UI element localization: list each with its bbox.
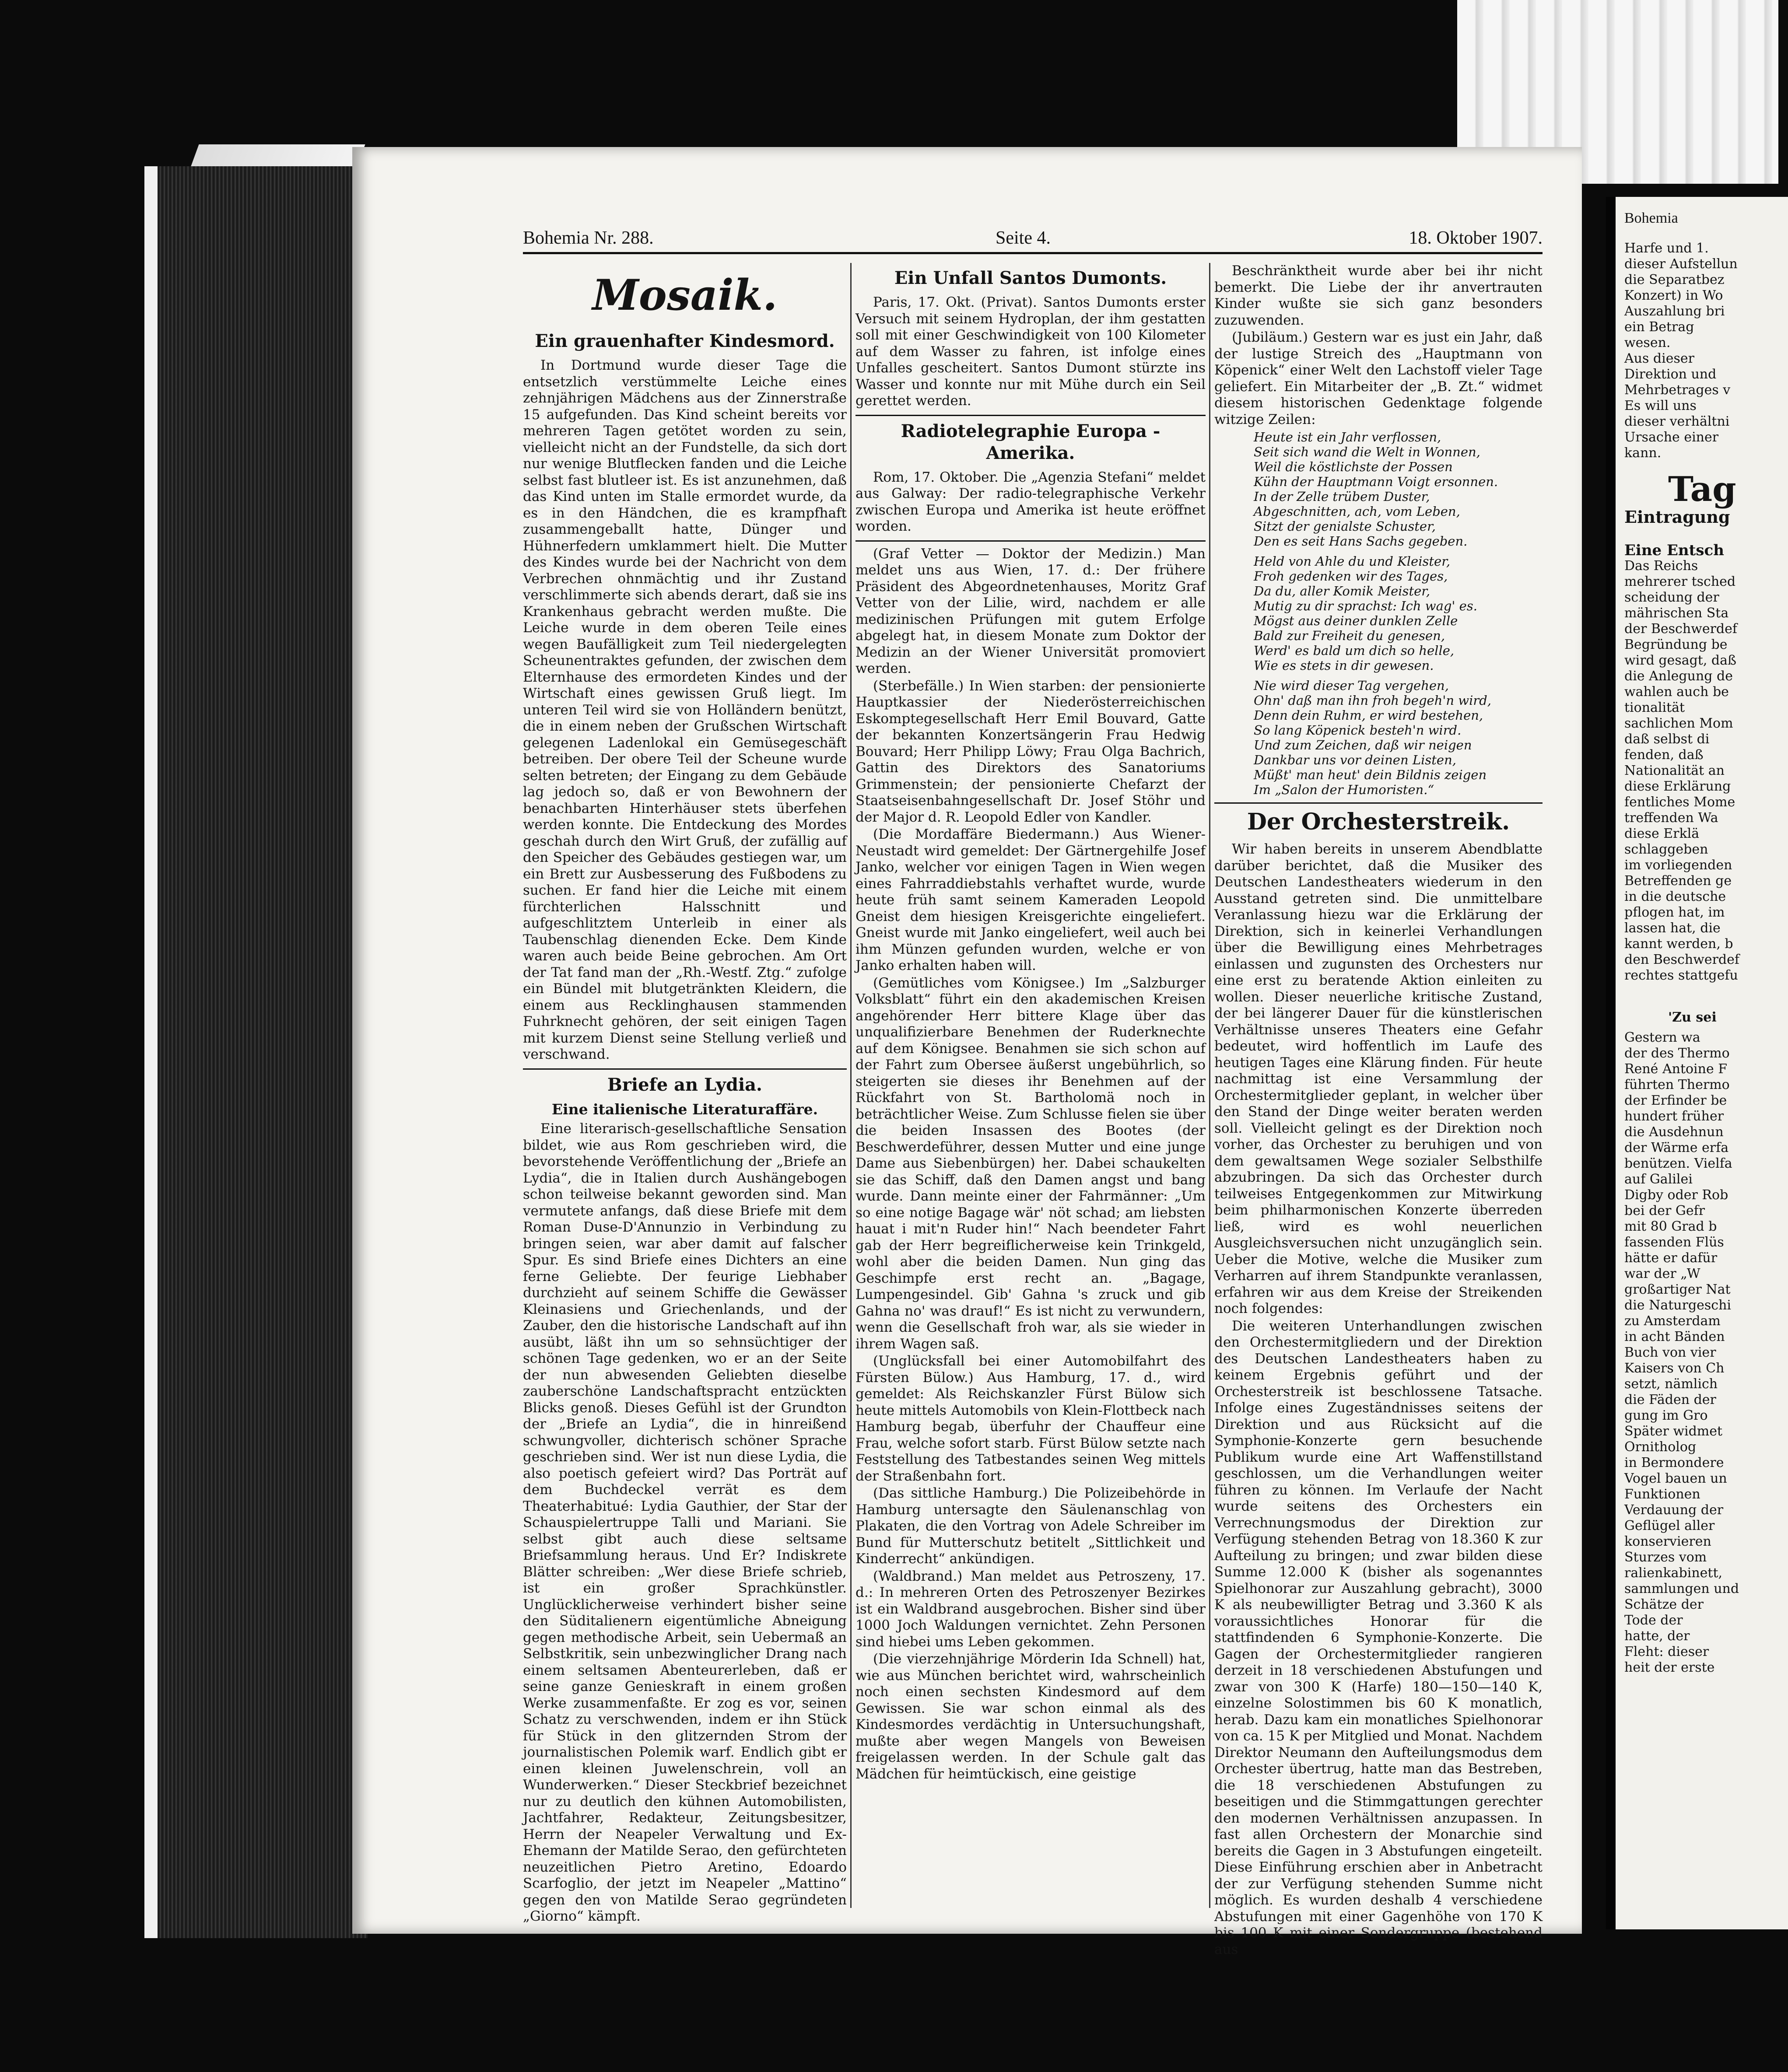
text-line: der Erfinder be	[1624, 1093, 1727, 1108]
text-line: Konzert) in Wo	[1624, 288, 1723, 303]
poem-line: So lang Köpenick besteh'n wird.	[1254, 723, 1462, 738]
text-line: war der „W	[1624, 1266, 1700, 1281]
text-line: mit 80 Grad b	[1624, 1219, 1717, 1234]
poem-line: In der Zelle trübem Duster,	[1254, 489, 1430, 504]
poem-line: Den es seit Hans Sachs gegeben.	[1254, 534, 1468, 549]
text-line: Gestern wa	[1624, 1030, 1700, 1045]
column-1	[523, 263, 847, 1924]
text-line: zu Amsterdam	[1624, 1313, 1721, 1329]
text-line: fentliches Mome	[1624, 794, 1735, 810]
text-line: fenden, daß	[1624, 747, 1704, 763]
text-line: in Bermondere	[1624, 1455, 1724, 1470]
text-line: der Beschwerdef	[1624, 621, 1737, 637]
facing-page-text	[1624, 241, 1782, 1676]
poem-line: Dankbar uns vor deinen Listen,	[1254, 752, 1456, 767]
text-line: hätte er dafür	[1624, 1250, 1718, 1266]
divider	[523, 1068, 847, 1070]
poem-line: Wie es stets in dir gewesen.	[1254, 658, 1434, 673]
text-line: scheidung der	[1624, 590, 1719, 605]
news-item: (Gemütliches vom Königsee.) Im „Salzburger Volksblatt“ führt ein den akademischen Kreisen angehörender Herr bittere Klage über das unqualifizierbare Benehmen der Ruderknechte auf dem Königsee. Benahmen sie sich schon auf der Fahrt zum Obersee äußerst ungebührlich, so steigerten sie dieses ihr Benehmen auf der Rückfahrt von St. Bartholomä noch in beträchtlicher Weise. Zum Schlusse fielen sie über die beiden Insassen des Bootes (der Beschwerdeführer, dessen Mutter und eine junge Dame aus Siebenbürgen) her. Dabei schaukelten sie das Schiff, daß den Damen angst und bang wurde. Dann meinte einer der Fahrmänner: „Um so eine notige Bagage wär' nöt schad; am liebsten hauat i mit'n Ruder hin!“ Nach beendeter Fahrt gab der Herr begreiflicherweise kein Trinkgeld, wohl aber die beiden Damen. Nun ging das Geschimpfe erst recht an. „Bagage, Lumpengesindel. Gib' Gahna 's zruck und gib Gahna no' was drauf!“ Es ist nicht zu verwundern, wenn die Gesellschaft froh war, als sie wieder in ihrem Wagen saß.	[855, 975, 1206, 1352]
article-body: Die weiteren Unterhandlungen zwischen den Orchestermitgliedern und der Direktion des Deutschen Landestheaters haben zu keinem Ergebnis geführt und der Orchesterstreik ist beschlossene Tatsache. Infolge eines Zugeständnisses seitens der Direktion und aus Rücksicht auf die Symphonie-Konzerte gern besuchende Publikum wurde eine Art Waffenstillstand geschlossen, um die Verhandlungen weiter führen zu können. Im Verlaufe der Nacht wurde seitens des Orchesters ein Verrechnungsmodus der Direktion zur Verfügung stehenden Betrag von 18.360 K zur Aufteilung zu bringen; und zwar bilden diese Summe 12.000 K (bisher als sogenanntes Spielhonorar zur Auszahlung gebracht), 3000 K als neubewilligter Betrag und 3.360 K als voraussichtliches Honorar für die stattfindenden 6 Symphonie-Konzerte. Die Gagen der Orchestermitglieder rangieren derzeit in 18 verschiedenen Abstufungen und zwar von 300 K (Harfe) 180—150—140 K, einzelne Solostimmen bis 60 K monatlich, herab. Dazu kam ein monatliches Spielhonorar von ca. 15 K per Mitglied und Monat. Nachdem Direktor Neumann den Aufteilungsmodus dem Orchester übertrug, hatte man das Bestreben, die 18 verschiedenen Abstufungen zu beseitigen und die Stimmgattungen gerechter den modernen Verhältnissen anzupassen. In fast allen Orchestern der Monarchie sind bereits die Gagen in 3 Abstufungen eingeteilt. Diese Einführung erschien aber in Anbetracht der zur Verfügung stehenden Summe nicht möglich. Es wurden deshalb 4 verschiedene Abstufungen mit einer Gagenhöhe von 170 K bis 100 K mit einer Sondergruppe (bestehend aus	[1214, 1318, 1543, 1957]
article-body: Wir haben bereits in unserem Abendblatte darüber berichtet, daß die Musiker des Deutschen Landestheaters wiederum in den Ausstand getreten sind. Die unmittelbare Veranlassung hiezu war die Erklärung der Direktion, sich in keinerlei Verhandlungen über die Bewilligung eines Mehrbetrages einlassen und zugunsten des Orchesters nur eine erst zu beratende Aktion einleiten zu wollen. Dieser neuerliche kritische Zustand, der bei längerer Dauer für die künstlerischen Verhältnisse unseres Theaters eine Gefahr bedeutet, wird hoffentlich im Laufe des heutigen Tages eine Klärung finden. Für heute nachmittag ist eine Versammlung der Orchestermitglieder geplant, in welcher über den Stand der Dinge weiter beraten werden soll. Vielleicht gelingt es der Direktion noch vorher, das Orchester zu beruhigen und von dem gewaltsamen Wege sozialer Selbsthilfe abzubringen. Da sich das Orchester durch teilweises Entgegenkommen zur Mitwirkung beim philharmonischen Konzerte überreden ließ, wird es wohl neuerlichen Ausgleichsversuchen nicht unzugänglich sein. Ueber die Motive, welche die Musiker zum Verharren auf ihrem Standpunkte veranlassen, erfahren wir aus dem Kreise der Streikenden noch folgendes:	[1214, 841, 1543, 1316]
text-line: auf Galilei	[1624, 1172, 1693, 1187]
header-date: 18. Oktober 1907.	[1409, 228, 1543, 248]
text-line: hundert früher	[1624, 1109, 1724, 1124]
text-line: mährischen Sta	[1624, 606, 1729, 621]
facing-article-title: 'Zu sei	[1668, 1010, 1717, 1025]
poem-line: Froh gedenken wir des Tages,	[1254, 569, 1448, 584]
text-line: wahlen auch be	[1624, 684, 1729, 700]
header-masthead: Bohemia Nr. 288.	[523, 228, 654, 248]
newspaper-page	[352, 147, 1582, 1957]
text-line: Buch von vier	[1624, 1345, 1716, 1360]
text-line: Betreffenden ge	[1624, 873, 1732, 889]
news-item: (Waldbrand.) Man meldet aus Petroszeny, 17. d.: In mehreren Orten des Petroszenyer Bezirkes ist ein Waldbrand ausgebrochen. Bisher sind über 1000 Joch Waldungen vernichtet. Zehn Personen sind hiebei ums Leben gekommen.	[855, 1568, 1206, 1650]
facing-section-subtitle: Eintragung	[1624, 507, 1730, 527]
article-title: Briefe an Lydia.	[607, 1074, 762, 1095]
news-item: Beschränktheit wurde aber bei ihr nicht bemerkt. Die Liebe der ihr anvertrauten Kinder wußte sie sich ganz besonders zuzuwenden.	[1214, 263, 1543, 328]
text-line: treffenden Wa	[1624, 810, 1718, 826]
text-line: wird gesagt, daß	[1624, 653, 1737, 668]
poem-stanza-3	[1254, 678, 1543, 797]
column-2	[855, 263, 1206, 1908]
news-item: (Sterbefälle.) In Wien starben: der pensionierte Hauptkassier der Niederösterreichischen Eskomptegesellschaft Herr Emil Bouvard, Gatte der bekannten Konzertsängerin Frau Hedwig Bouvard; Herr Philipp Löwy; Frau Olga Bachrich, Gattin des Direktors des Sanatoriums Grimmenstein; der pensionierte Chefarzt der Staatseisenbahngesellschaft Dr. Josef Stöhr und der Major d. R. Leopold Edler von Kandler.	[855, 678, 1206, 825]
text-line: die Ausdehnun	[1624, 1124, 1724, 1140]
text-line: führten Thermo	[1624, 1077, 1730, 1092]
text-line: Fleht: dieser	[1624, 1644, 1709, 1659]
text-line: ein Betrag	[1624, 319, 1694, 335]
column-rule-1	[850, 263, 852, 1908]
poem-line: Heute ist ein Jahr verflossen,	[1254, 430, 1441, 444]
text-line: Geflügel aller	[1624, 1518, 1715, 1533]
text-line: René Antoine F	[1624, 1061, 1728, 1077]
text-line: Begründung be	[1624, 637, 1728, 652]
text-line: der des Thermo	[1624, 1046, 1730, 1061]
divider	[855, 540, 1206, 542]
news-item: (Die Mordaffäre Biedermann.) Aus Wiener-Neustadt wird gemeldet: Der Gärtnergehilfe Josef Janko, welcher vor einigen Tagen in Wien wegen eines Fahrraddiebstahls verhaftet wurde, wurde heute früh samt seinem Kameraden Leopold Gneist dem hiesigen Kreisgerichte eingeliefert. Gneist wurde mit Janko eingeliefert, weil auch bei ihm Münzen gefunden wurden, welche er von Janko erhalten haben will.	[855, 826, 1206, 973]
text-line: lassen hat, die	[1624, 920, 1721, 936]
poem-line: Sitzt der genialste Schuster,	[1254, 519, 1436, 534]
article-body: Paris, 17. Okt. (Privat). Santos Dumonts erster Versuch mit seinem Hydroplan, der ihm gestatten soll mit einer Geschwindigkeit von 100 Kilometer auf dem Wasser zu fahren, ist infolge eines Unfalles gescheitert. Santos Dumont stürzte ins Wasser und konnte nur mit Mühe durch ein Seil gerettet werden.	[855, 294, 1206, 409]
article-title: Der Orchesterstreik.	[1247, 808, 1510, 835]
text-line: Funktionen	[1624, 1487, 1700, 1502]
text-line: den Beschwerdef	[1624, 952, 1739, 967]
header-page-number: Seite 4.	[996, 228, 1051, 248]
column-3	[1214, 263, 1543, 1957]
text-line: Aus dieser	[1624, 351, 1694, 366]
text-line: diese Erklä	[1624, 826, 1700, 841]
text-line: pflogen hat, im	[1624, 905, 1725, 920]
text-line: daß selbst di	[1624, 732, 1710, 747]
poem-line: Da du, aller Komik Meister,	[1254, 584, 1430, 598]
facing-page	[1606, 197, 1788, 1929]
text-line: kannt werden, b	[1624, 936, 1733, 952]
news-item: (Unglücksfall bei einer Automobilfahrt des Fürsten Bülow.) Aus Hamburg, 17. d., wird gemeldet: Als Reichskanzler Fürst Bülow sich heute mittels Automobils von Klein-Flottbeck nach Hamburg begab, überfuhr der Chauffeur eine Frau, welche sofort starb. Fürst Bülow setzte nach Feststellung des Tatbestandes seinen Weg mittels der Straßenbahn fort.	[855, 1353, 1206, 1484]
news-item: (Die vierzehnjährige Mörderin Ida Schnell) hat, wie aus München berichtet wird, wahrscheinlich noch einen sechsten Kindesmord auf dem Gewissen. Sie war schon einmal als des Kindesmordes verdächtig in Untersuchungshaft, mußte aber wegen Mangels von Beweisen freigelassen werden. In der Schule galt das Mädchen für heimtückisch, eine geistige	[855, 1651, 1206, 1782]
article-body: In Dortmund wurde dieser Tage die entsetzlich verstümmelte Leiche eines zehnjährigen Mädchens aus der Zinnerstraße 15 aufgefunden. Das Kind scheint bereits vor mehreren Tagen getötet worden zu sein, vielleicht nicht an der Fundstelle, da sich dort nur wenige Blutflecken fanden und die Leiche selbst fast blutleer ist. Es ist anzunehmen, daß das Kind unten im Stalle ermordet wurde, da es in den Händchen, die es krampfhaft zusammengeballt hatte, Dünger und Hühnerfedern umklammert hielt. Die Mutter des Kindes wurde bei der Nachricht von dem Verbrechen ohnmächtig und ihr Zustand verschlimmerte sich abends derart, daß sie ins Krankenhaus gebracht werden mußte. Die Leiche wurde in dem oberen Teile eines wegen Baufälligkeit zum Teil niedergelegten Scheunentraktes gefunden, der zwischen dem Elternhause des ermordeten Kindes und der Wirtschaft eines gewissen Gruß liegt. Im unteren Teil wird sie von Holländern benützt, die in einem neben der Grußschen Wirtschaft gelegenen Ladenlokal ein Gemüsegeschäft betreiben. Der obere Teil der Scheune wurde selten betreten; der Eingang zu dem Gebäude lag jedoch so, daß er von Bewohnern der benachbarten Hinterhäuser stets überfehen werden konnte. Die Entdeckung des Mordes geschah durch den Wirt Gruß, der zufällig auf den Speicher des Gebäudes gestiegen war, um ein Brett zur Ausbesserung des Fußbodens zu suchen. Er fand hier die Leiche mit einem fürchterlichen Halsschnitt und aufgeschlitztem Unterleib in einer als Taubenschlag dienenden Ecke. Dem Kinde waren auch beide Beine gebrochen. Am Ort der Tat fand man der „Rh.-Westf. Ztg.“ zufolge ein Bündel mit blutgetränkten Kleidern, die einem aus Recklinghausen stammenden Fuhrknecht gehören, der seit einigen Tagen mit kurzem Dienst seine Stellung verließ und verschwand.	[523, 357, 847, 1062]
text-line: sachlichen Mom	[1624, 716, 1733, 731]
text-line: Tode der	[1624, 1613, 1683, 1628]
text-line: Harfe und 1.	[1624, 241, 1709, 256]
section-title: Mosaik.	[592, 270, 778, 320]
text-line: sammlungen und	[1624, 1581, 1739, 1596]
page-header	[523, 226, 1543, 254]
news-item: (Graf Vetter — Doktor der Medizin.) Man meldet uns aus Wien, 17. d.: Der frühere Präsident des Abgeordnetenhauses, Moritz Graf Vetter von der Lilie, wird, nachdem er alle medizinischen Prüfungen mit gutem Erfolge abgelegt hat, in diesem Monate zum Doktor der Medizin an der Wiener Universität promoviert werden.	[855, 546, 1206, 676]
text-line: bei der Gefr	[1624, 1203, 1705, 1218]
article-subtitle: Eine italienische Literaturaffäre.	[551, 1100, 818, 1118]
text-line: schlaggeben	[1624, 842, 1708, 857]
poem-line: Seit sich wand die Welt in Wonnen,	[1254, 444, 1480, 459]
text-line: ralienkabinett,	[1624, 1565, 1723, 1581]
poem-line: Kühn der Hauptmann Voigt ersonnen.	[1254, 474, 1498, 489]
poem-line: Held von Ahle du und Kleister,	[1254, 554, 1451, 569]
text-line: tionalität	[1624, 700, 1685, 715]
text-line: Es will uns	[1624, 398, 1697, 413]
text-line: hatte, der	[1624, 1628, 1690, 1644]
poem-line: Mutig zu dir sprachst: Ich wag' es.	[1254, 598, 1477, 613]
text-line: Schätze der	[1624, 1597, 1704, 1612]
column-rule-2	[1209, 263, 1210, 1908]
text-line: Das Reichs	[1624, 558, 1698, 574]
text-line: der Wärme erfa	[1624, 1140, 1729, 1155]
book-spine	[144, 166, 368, 1938]
text-line: diese Erklärung	[1624, 779, 1731, 794]
facing-page-header: Bohemia	[1624, 210, 1678, 226]
article-body: Rom, 17. Oktober. Die „Agenzia Stefani“ meldet aus Galway: Der radio-telegraphische Verkehr zwischen Europa und Amerika ist heute eröffnet worden.	[855, 469, 1206, 534]
text-line: Mehrbetrages v	[1624, 382, 1731, 398]
text-line: die Separatbez	[1624, 272, 1725, 287]
text-line: heit der erste	[1624, 1660, 1715, 1675]
poem-line: Nie wird dieser Tag vergehen,	[1254, 678, 1449, 693]
text-line: benützen. Vielfa	[1624, 1156, 1732, 1171]
text-line: die Naturgeschi	[1624, 1298, 1732, 1313]
article-title: Ein Unfall Santos Dumonts.	[894, 268, 1167, 288]
text-line: die Anlegung de	[1624, 668, 1733, 684]
text-line: Direktion und	[1624, 367, 1717, 382]
text-line: in acht Bänden	[1624, 1329, 1725, 1344]
text-line: Ornitholog	[1624, 1439, 1697, 1455]
text-line: großartiger Nat	[1624, 1282, 1731, 1297]
text-line: Sturzes vom	[1624, 1550, 1707, 1565]
article-title: Radiotelegraphie Europa - Amerika.	[901, 420, 1160, 463]
text-line: Digby oder Rob	[1624, 1187, 1728, 1203]
text-line: Auszahlung bri	[1624, 304, 1725, 319]
text-line: Kaisers von Ch	[1624, 1361, 1725, 1376]
text-line: dieser Aufstellun	[1624, 256, 1738, 272]
divider	[1214, 802, 1543, 804]
text-line: Ursache einer	[1624, 430, 1719, 445]
poem-line: Werd' es bald um dich so helle,	[1254, 643, 1455, 658]
poem-line: Bald zur Freiheit du genesen,	[1254, 628, 1445, 643]
text-line: dieser verhältni	[1624, 414, 1730, 429]
divider	[855, 415, 1206, 416]
text-line: Später widmet	[1624, 1424, 1723, 1439]
news-item: (Das sittliche Hamburg.) Die Polizeibehörde in Hamburg untersagte den Säulenanschlag von Plakaten, die den Vortrag von Adele Schreiber im Bund für Mutterschutz betitelt „Sittlichkeit und Kinderrecht“ ankündigen.	[855, 1485, 1206, 1567]
poem-stanza-2	[1254, 554, 1543, 673]
facing-section-title: Tag	[1668, 469, 1736, 509]
article-title: Ein grauenhafter Kindesmord.	[535, 331, 835, 351]
facing-article-title: Eine Entsch	[1624, 542, 1724, 559]
text-line: rechtes stattgefu	[1624, 968, 1738, 983]
poem-stanza-1	[1254, 430, 1543, 549]
text-line: Nationalität an	[1624, 763, 1725, 778]
text-line: Vogel bauen un	[1624, 1471, 1727, 1486]
poem-line: Denn dein Ruhm, er wird bestehen,	[1254, 708, 1483, 723]
text-line: gung im Gro	[1624, 1408, 1708, 1423]
text-line: in die deutsche	[1624, 889, 1726, 904]
text-line: die Fäden der	[1624, 1392, 1716, 1407]
text-line: mehrerer tsched	[1624, 574, 1736, 589]
poem-line: Und zum Zeichen, daß wir neigen	[1254, 738, 1472, 752]
poem-line: Abgeschnitten, ach, vom Leben,	[1254, 504, 1460, 519]
text-line: Verdauung der	[1624, 1502, 1724, 1518]
text-line: konservieren	[1624, 1534, 1711, 1549]
text-line: fassenden Flüs	[1624, 1235, 1724, 1250]
text-line: im vorliegenden	[1624, 858, 1732, 873]
poem-line: Müßt' man heut' dein Bildnis zeigen	[1254, 767, 1487, 782]
poem-line: Weil die köstlichste der Possen	[1254, 459, 1453, 474]
text-line: kann.	[1624, 445, 1662, 461]
text-line: setzt, nämlich	[1624, 1376, 1718, 1392]
poem-line: Ohn' daß man ihn froh begeh'n wird,	[1254, 693, 1491, 708]
poem-line: Mögst aus deiner dunklen Zelle	[1254, 613, 1458, 628]
news-item: (Jubiläum.) Gestern war es just ein Jahr, daß der lustige Streich des „Hauptmann von Köpenick“ einer Welt den Lachstoff vieler Tage geliefert. Ein Mitarbeiter der „B. Zt.“ widmet diesem historischen Gedenktage folgende witzige Zeilen:	[1214, 329, 1543, 427]
article-body: Eine literarisch-gesellschaftliche Sensation bildet, wie aus Rom geschrieben wird, die bevorstehende Veröffentlichung der „Briefe an Lydia“, die in Italien durch Aushängebogen schon teilweise bekannt geworden sind. Man vermutete anfangs, daß diese Briefe mit dem Roman Duse-D'Annunzio in Verbindung zu bringen seien, war aber damit auf falscher Spur. Es sind Briefe eines Dichters an eine ferne Geliebte. Der feurige Liebhaber durchzieht auf seinem Schiffe die Gewässer Kleinasiens und Griechenlands, und der Zauber, den die historische Landschaft auf ihn ausübt, läßt ihn um so sehnsüchtiger der schönen Tage gedenken, wo er an der Seite der nun abwesenden Geliebten dieselbe zauberschöne Landschaftspracht entzückten Blicks genoß. Dieses Gefühl ist der Grundton der „Briefe an Lydia“, die in hinreißend schwungvoller, dichterisch schöner Sprache geschrieben sind. Wer ist nun diese Lydia, die also poetisch gefeiert wird? Das Porträt auf dem Buchdeckel verrät es dem Theaterhabitué: Lydia Gauthier, der Star der Schauspielertruppe Talli und Mariani. Sie selbst gibt auch diese seltsame Briefsammlung heraus. Und Er? Indiskrete Blätter schreiben: „Wer diese Briefe schrieb, ist ein großer Sprachkünstler. Unglücklicherweise verhindert bisher seine den Süditalienern eigentümliche Abneigung gegen methodische Arbeit, sein Uebermaß an Selbstkritik, sein unbezwinglicher Drang nach einem seltsamen Abenteurerleben, daß er seine ganze Genieskraft in einem großen Werke zusammenfaßte. Er zog es vor, seinen Schatz zu verschwenden, indem er ihn Stück für Stück in den glitzernden Strom der journalistischen Polemik warf. Endlich gibt er einen kleinen Juwelenschrein, voll an Wunderwerken.“ Dieser Steckbrief bezeichnet nur zu deutlich den kühnen Automobilisten, Jachtfahrer, Redakteur, Zeitungsbesitzer, Herrn der Neapeler Verwaltung und Ex-Ehemann der Matilde Serao, den gefürchteten neuzeitlichen Pietro Aretino, Edoardo Scarfoglio, der jetzt im Neapeler „Mattino“ gegen den von Matilde Serao gegründeten „Giorno“ kämpft.	[523, 1121, 847, 1924]
text-line: wesen.	[1624, 335, 1671, 350]
poem-line: Im „Salon der Humoristen.“	[1254, 782, 1434, 797]
